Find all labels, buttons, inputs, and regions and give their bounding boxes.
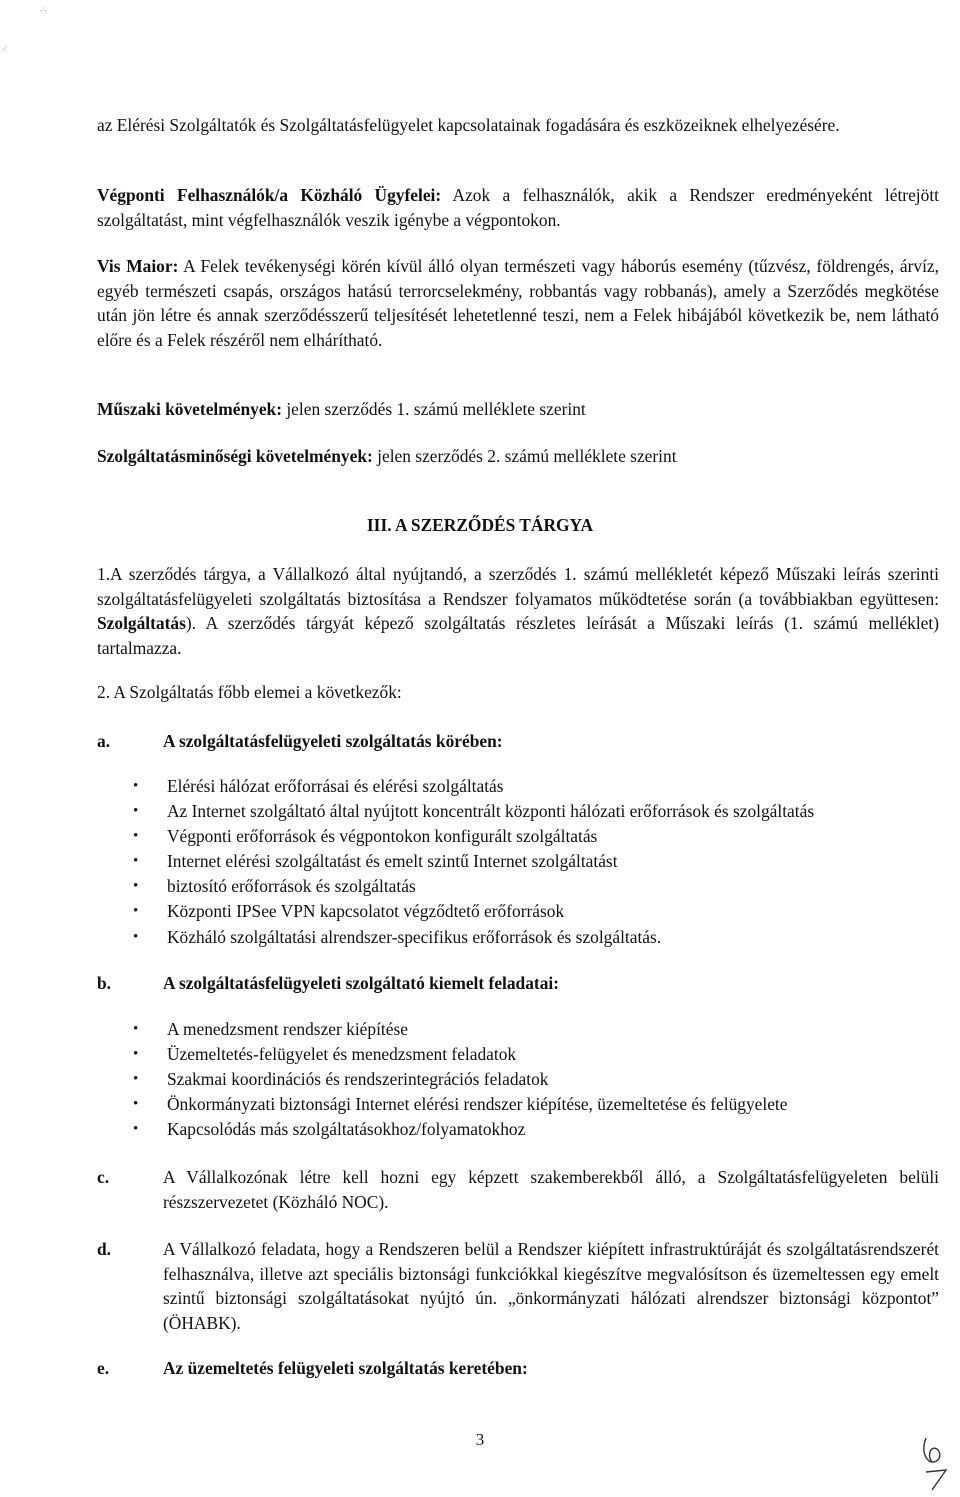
section-d-label: d. xyxy=(97,1239,112,1259)
section-heading: III. A SZERZŐDÉS TÁRGYA xyxy=(366,515,594,535)
list-item: • Internet elérési szolgáltatást és emelt szintű Internet szolgáltatást xyxy=(163,849,943,874)
section-b-title: A szolgáltatásfelügyeleti szolgáltató kiemelt feladatai: xyxy=(163,973,560,993)
definition-text: jelen szerződés 2. számú melléklete szerint xyxy=(372,446,677,466)
handwritten-initials-signature xyxy=(916,1432,956,1492)
list-item: • Kapcsolódás más szolgáltatásokhoz/folyamatokhoz xyxy=(163,1117,943,1142)
definition-text: A Felek tevékenységi körén kívül álló olyan természeti vagy háborús esemény (tűzvész, földrengés, árvíz, egyéb természeti csapás, országos hatású terrorcselekmény, robbantás vagy robbanás), amely a Szerződés megkötése után jön létre és annak szerződésszerű teljesítését lehetetlenné teszi, nem a Felek hibájából következik be, nem látható előre és a Felek részéről nem elhárítható. xyxy=(97,256,939,350)
definition-text: jelen szerződés 1. számú melléklete szerint xyxy=(282,399,586,419)
scan-artifact-mark: ⁄ xyxy=(4,44,6,53)
definition-term: Vis Maior: xyxy=(97,256,179,276)
definition-vis-maior xyxy=(97,254,939,352)
section-a-list xyxy=(163,774,943,950)
section-d-text: A Vállalkozó feladata, hogy a Rendszeren belül a Rendszer kiépített infrastruktúráját és szolgáltatásrendszerét felhasználva, illetve azt speciális biztonsági funkciókkal kiegészítve megvalósítson és üzemeltessen egy emelt szintű biztonsági szolgáltatásokat nyújtó ún. „önkormányzati hálózati alrendszer biztonsági központot” (ÖHABK). xyxy=(163,1239,939,1333)
list-item: • Az Internet szolgáltató által nyújtott koncentrált központi hálózati erőforrások és szolgáltatás xyxy=(163,799,943,824)
paragraph-continued: az Elérési Szolgáltatók és Szolgáltatásfelügyelet kapcsolatainak fogadására és eszközeiknek elhelyezésére. xyxy=(97,115,840,135)
page-number: 3 xyxy=(475,1430,485,1449)
section-c-label: c. xyxy=(97,1167,110,1187)
list-item: • Központi IPSee VPN kapcsolatot végződtető erőforrások xyxy=(163,899,943,924)
section-c-text: A Vállalkozónak létre kell hozni egy képzett szakemberekből álló, a Szolgáltatásfelügyeleten belüli részszervezetet (Közháló NOC). xyxy=(163,1167,939,1212)
definition-term: Szolgáltatásminőségi követelmények: xyxy=(97,446,373,466)
section-a-label: a. xyxy=(97,731,111,751)
paragraph-1-text: 1.A szerződés tárgya, a Vállalkozó által nyújtandó, a szerződés 1. számú mellékletét képező Műszaki leírás szerinti szolgáltatásfelügyeleti szolgáltatás biztosítása a Rendszer folyamatos működtetése során (a továbbiakban együttesen: xyxy=(97,564,939,609)
list-item: • Végponti erőforrások és végpontokon konfigurált szolgáltatás xyxy=(163,824,943,849)
scan-artifact-mark: .·. xyxy=(40,4,47,13)
definition-term: Végponti Felhasználók/a Közháló Ügyfelei: xyxy=(97,185,442,205)
list-item: • biztosító erőforrások és szolgáltatás xyxy=(163,874,943,899)
definition-term: Műszaki követelmények: xyxy=(97,399,282,419)
paragraph-1-text-end: ). A szerződés tárgyát képező szolgáltatás részletes leírását a Műszaki leírás (1. számú melléklet) tartalmazza. xyxy=(97,613,939,658)
definition-vegponti-felhasznalok xyxy=(97,183,939,232)
section-b-label: b. xyxy=(97,973,112,993)
section-b-list xyxy=(163,1017,943,1142)
paragraph-1 xyxy=(97,562,939,660)
definition-szolgaltatasminosegi-kovetelmenyek xyxy=(97,444,939,469)
section-e-title: Az üzemeltetés felügyeleti szolgáltatás keretében: xyxy=(163,1358,528,1378)
list-item: • Elérési hálózat erőforrásai és elérési szolgáltatás xyxy=(163,774,943,799)
definition-text: Azok a felhasználók, akik a Rendszer eredményeként létrejött szolgáltatást, mint végfelhasználók veszik igénybe a végpontokon. xyxy=(97,185,939,230)
definition-muszaki-kovetelmenyek xyxy=(97,397,939,422)
section-e-label: e. xyxy=(97,1358,110,1378)
list-item: • Önkormányzati biztonsági Internet elérési rendszer kiépítése, üzemeltetése és felügyelete xyxy=(163,1092,943,1117)
term-szolgaltatas: Szolgáltatás xyxy=(97,613,186,633)
list-item: • Üzemeltetés-felügyelet és menedzsment feladatok xyxy=(163,1042,943,1067)
list-item: • A menedzsment rendszer kiépítése xyxy=(163,1017,943,1042)
paragraph-2: 2. A Szolgáltatás főbb elemei a következők: xyxy=(97,682,402,702)
list-item: • Közháló szolgáltatási alrendszer-specifikus erőforrások és szolgáltatás. xyxy=(163,925,943,950)
list-item: • Szakmai koordinációs és rendszerintegrációs feladatok xyxy=(163,1067,943,1092)
section-a-title: A szolgáltatásfelügyeleti szolgáltatás körében: xyxy=(163,731,503,751)
